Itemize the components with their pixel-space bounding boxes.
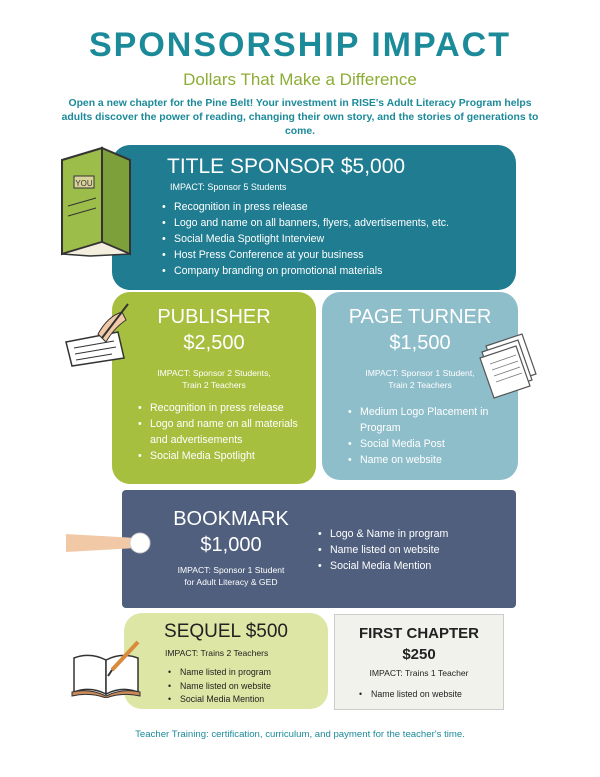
list-item: • Medium Logo Placement in Program bbox=[348, 404, 508, 436]
list-item: • Logo and name on all banners, flyers, advertisements, etc. bbox=[162, 215, 449, 231]
impact-line: IMPACT: Sponsor 1 Student, bbox=[365, 368, 475, 378]
tier-impact bbox=[146, 564, 316, 588]
title-sponsor-card bbox=[112, 145, 516, 290]
list-item: • Name listed on website bbox=[359, 688, 462, 701]
list-item: • Social Media Spotlight Interview bbox=[162, 231, 449, 247]
tier-name: BOOKMARK bbox=[173, 508, 289, 530]
first-chapter-card bbox=[334, 614, 504, 710]
benefit-list bbox=[138, 400, 308, 464]
impact-line: for Adult Literacy & GED bbox=[184, 577, 278, 587]
papers-icon bbox=[478, 330, 546, 400]
sequel-card bbox=[124, 613, 328, 709]
publisher-card bbox=[112, 292, 316, 484]
benefit-list bbox=[168, 666, 271, 707]
intro-text: Open a new chapter for the Pine Belt! Your investment in RISE's Adult Literacy Program helps adults discover the power of reading, changing their own story, and the stories of generations to come. bbox=[61, 98, 539, 137]
tier-impact bbox=[112, 367, 316, 391]
benefit-list bbox=[318, 526, 448, 574]
tier-name: FIRST CHAPTER bbox=[359, 625, 479, 642]
list-item: • Social Media Spotlight bbox=[138, 448, 308, 464]
impact-line: IMPACT: Sponsor 1 Student bbox=[177, 565, 285, 575]
tier-price: $1,000 bbox=[200, 534, 262, 556]
impact-line: Train 2 Teachers bbox=[182, 380, 246, 390]
list-item: • Host Press Conference at your business bbox=[162, 247, 449, 263]
tier-price: $2,500 bbox=[183, 332, 245, 354]
list-item: • Name on website bbox=[348, 452, 508, 468]
book-label: YOU bbox=[75, 179, 93, 188]
benefit-list bbox=[348, 404, 508, 468]
impact-line: Train 2 Teachers bbox=[388, 380, 452, 390]
list-item: • Recognition in press release bbox=[162, 199, 449, 215]
footer-note: Teacher Training: certification, curriculum, and payment for the teacher's time. bbox=[135, 729, 465, 740]
page-subtitle: Dollars That Make a Difference bbox=[183, 70, 417, 89]
tier-name: SEQUEL $500 bbox=[164, 621, 288, 642]
list-item: • Name listed on website bbox=[318, 542, 448, 558]
tier-impact: IMPACT: Sponsor 5 Students bbox=[170, 182, 287, 192]
page-title: SPONSORSHIP IMPACT bbox=[88, 26, 512, 64]
list-item: • Social Media Mention bbox=[168, 693, 271, 707]
benefit-list bbox=[162, 199, 449, 279]
tier-impact: IMPACT: Trains 1 Teacher bbox=[369, 668, 469, 678]
open-book-icon bbox=[70, 640, 144, 698]
tier-price: $1,500 bbox=[389, 332, 451, 354]
book-icon bbox=[56, 146, 140, 258]
list-item: • Logo & Name in program bbox=[318, 526, 448, 542]
tier-impact: IMPACT: Trains 2 Teachers bbox=[165, 648, 269, 658]
ribbon-icon bbox=[66, 528, 156, 558]
list-item: • Logo and name on all materials and advertisements bbox=[138, 416, 308, 448]
tier-name: PAGE TURNER bbox=[348, 306, 492, 328]
list-item: • Company branding on promotional materials bbox=[162, 263, 449, 279]
writing-hand-icon bbox=[62, 302, 132, 368]
list-item: • Name listed in program bbox=[168, 666, 271, 680]
bookmark-card bbox=[122, 490, 516, 608]
tier-price: $250 bbox=[402, 646, 436, 663]
list-item: • Social Media Mention bbox=[318, 558, 448, 574]
tier-name: PUBLISHER bbox=[157, 306, 271, 328]
impact-line: IMPACT: Sponsor 2 Students, bbox=[157, 368, 271, 378]
list-item: • Recognition in press release bbox=[138, 400, 308, 416]
list-item: • Social Media Post bbox=[348, 436, 508, 452]
tier-name: TITLE SPONSOR $5,000 bbox=[167, 155, 406, 178]
benefit-list bbox=[359, 688, 462, 701]
list-item: • Name listed on website bbox=[168, 680, 271, 694]
